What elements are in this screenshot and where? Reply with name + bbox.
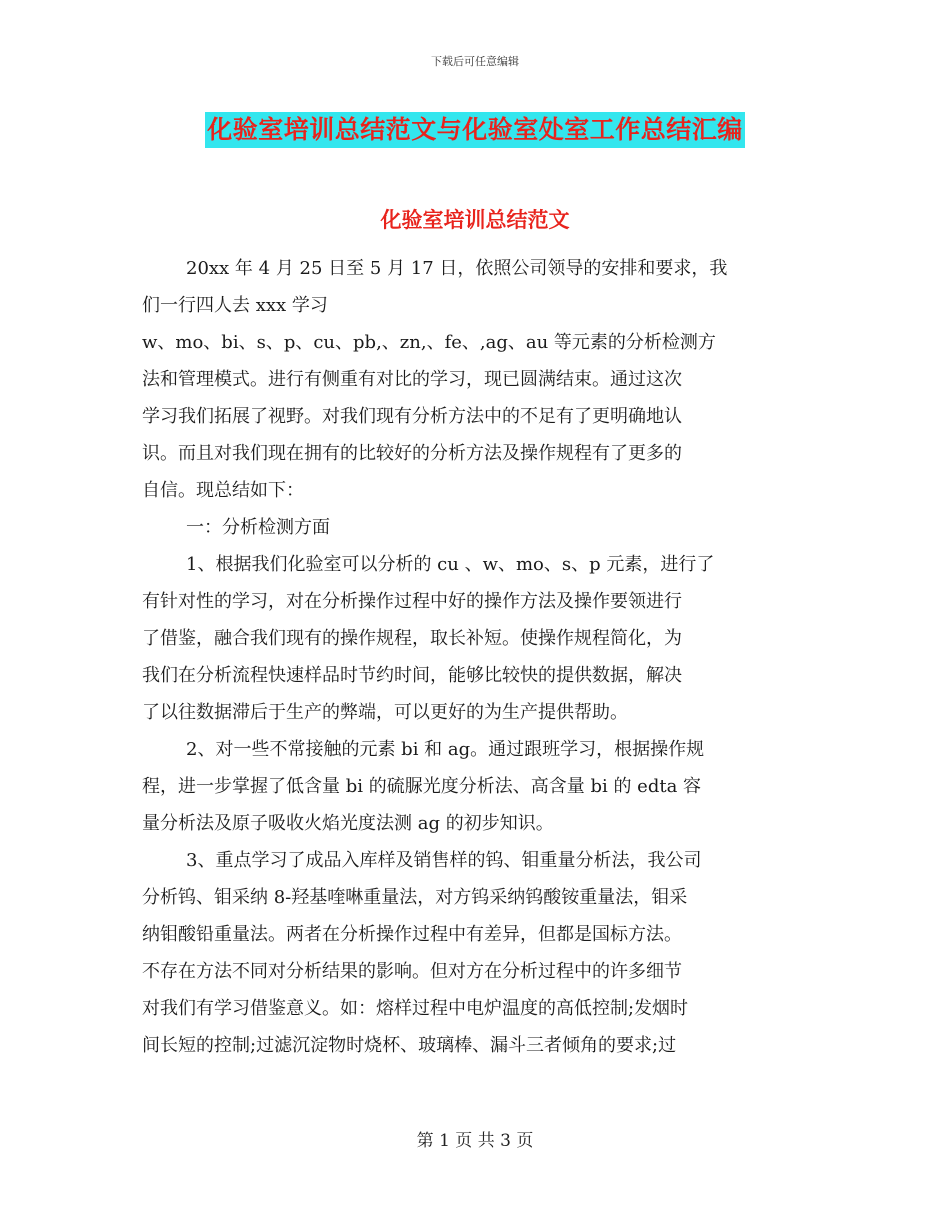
sub-title: 化验室培训总结范文	[380, 208, 570, 232]
text-line: 了借鉴，融合我们现有的操作规程，取长补短。使操作规程简化，为	[142, 628, 682, 649]
text-line: 法和管理模式。进行有侧重有对比的学习，现已圆满结束。通过这次	[142, 369, 682, 390]
text-line: w、mo、bi、s、p、cu、pb,、zn,、fe、,ag、au 等元素的分析检测方	[142, 332, 716, 353]
main-title: 化验室培训总结范文与化验室处室工作总结汇编	[205, 112, 745, 148]
header-note: 下载后可任意编辑	[431, 55, 519, 68]
text-line: 了以往数据滞后于生产的弊端，可以更好的为生产提供帮助。	[142, 702, 628, 723]
text-line: 2、对一些不常接触的元素 bi 和 ag。通过跟班学习，根据操作规	[186, 739, 705, 760]
text-line: 有针对性的学习，对在分析操作过程中好的操作方法及操作要领进行	[142, 591, 682, 612]
text-line: 纳钼酸铅重量法。两者在分析操作过程中有差异，但都是国标方法。	[142, 924, 682, 945]
body-text	[142, 250, 808, 1064]
text-line: 学习我们拓展了视野。对我们现有分析方法中的不足有了更明确地认	[142, 406, 682, 427]
text-line: 识。而且对我们现在拥有的比较好的分析方法及操作规程有了更多的	[142, 443, 682, 464]
text-line: 不存在方法不同对分析结果的影响。但对方在分析过程中的许多细节	[142, 961, 682, 982]
text-line: 量分析法及原子吸收火焰光度法测 ag 的初步知识。	[142, 813, 554, 834]
text-line: 20xx 年 4 月 25 日至 5 月 17 日，依照公司领导的安排和要求，我	[186, 258, 728, 279]
text-line: 1、根据我们化验室可以分析的 cu 、w、mo、s、p 元素，进行了	[186, 554, 715, 575]
text-line: 分析钨、钼采纳 8-羟基喹啉重量法，对方钨采纳钨酸铵重量法，钼采	[142, 887, 688, 908]
text-line: 我们在分析流程快速样品时节约时间，能够比较快的提供数据，解决	[142, 665, 682, 686]
text-line: 程，进一步掌握了低含量 bi 的硫脲光度分析法、高含量 bi 的 edta 容	[142, 776, 702, 797]
text-line: 自信。现总结如下：	[142, 480, 304, 501]
text-line: 们一行四人去 xxx 学习	[142, 295, 328, 316]
text-line: 一：分析检测方面	[186, 517, 330, 538]
text-line: 3、重点学习了成品入库样及销售样的钨、钼重量分析法，我公司	[186, 850, 702, 871]
main-title-container	[0, 112, 950, 148]
text-line: 对我们有学习借鉴意义。如：熔样过程中电炉温度的高低控制;发烟时	[142, 998, 689, 1019]
page-footer: 第 1 页 共 3 页	[416, 1131, 534, 1151]
text-line: 间长短的控制;过滤沉淀物时烧杯、玻璃棒、漏斗三者倾角的要求;过	[142, 1035, 677, 1056]
